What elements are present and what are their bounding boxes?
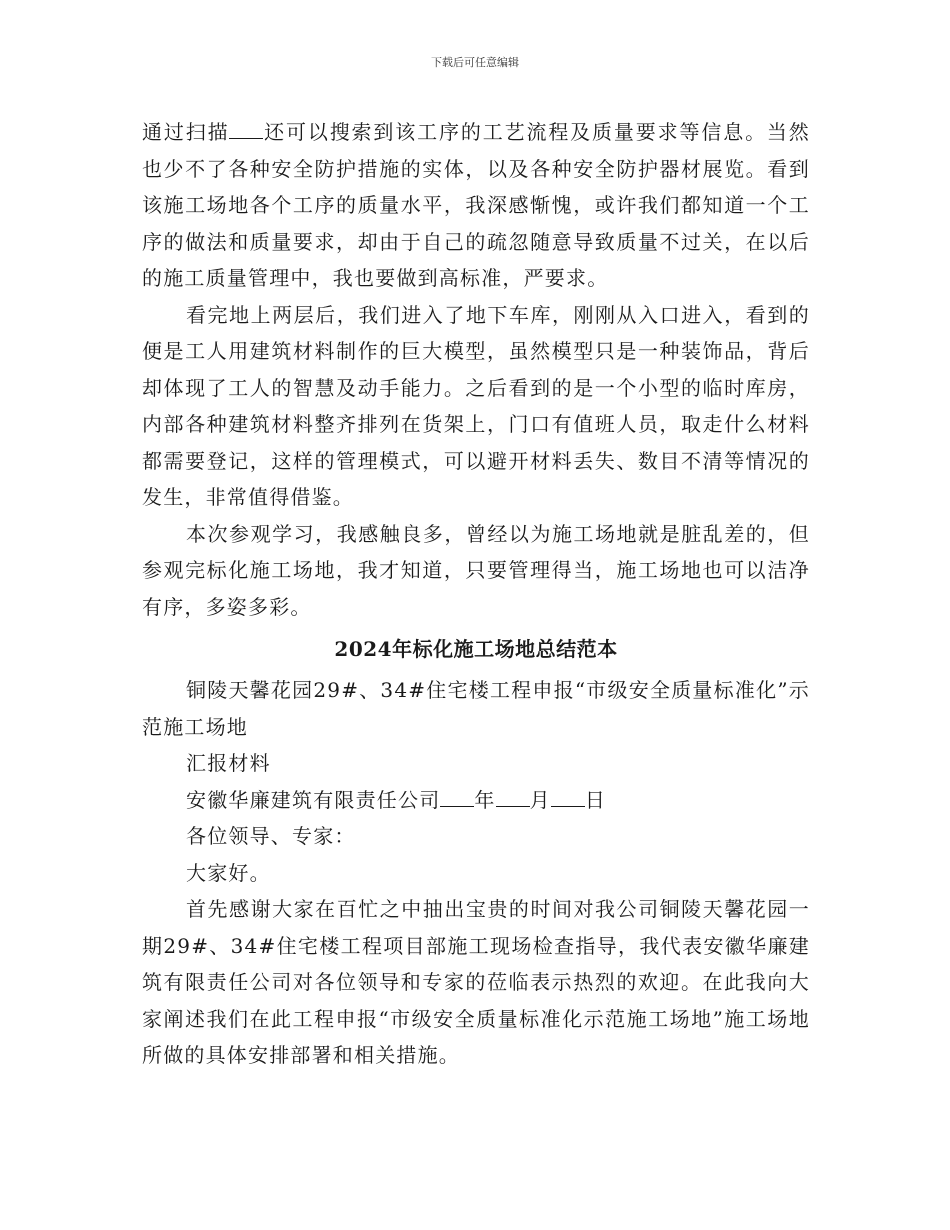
document-body [142,114,810,1074]
year-label: 年 [474,787,496,812]
company-name: 安徽华廉建筑有限责任公司 [186,787,441,812]
blank-day [551,788,585,807]
month-label: 月 [529,787,551,812]
paragraph-scan-text-a: 通过扫描 [142,120,230,144]
blank-year [440,788,474,807]
paragraph-conclusion: 本次参观学习，我感触良多，曾经以为施工场地就是脏乱差的，但参观完标化施工场地，我才知道，只要管理得当，施工场地也可以洁净有序，多姿多彩。 [142,521,810,619]
blank-underline [229,120,263,139]
paragraph-welcome: 首先感谢大家在百忙之中抽出宝贵的时间对我公司铜陵天馨花园一期29#、34#住宅楼工程项目部施工现场检查指导，我代表安徽华廉建筑有限责任公司对各位领导和专家的莅临表示热烈的欢迎。在此我向大家阐述我们在此工程申报“市级安全质量标准化示范施工场地”施工场地所做的具体安排部署和相关措施。 [142,897,810,1067]
page-header: 下载后可任意编辑 [431,56,519,69]
paragraph-hello: 大家好。 [186,860,271,885]
paragraph-report-label: 汇报材料 [186,751,271,775]
paragraph-scan-text-b: 还可以搜索到该工序的工艺流程及质量要求等信息。当然也少不了各种安全防护措施的实体，以及各种安全防护器材展览。看到该施工场地各个工序的质量水平，我深感惭愧，或许我们都知道一个工序的做法和质量要求，却由于自己的疏忽随意导致质量不过关，在以后的施工质量管理中，我也要做到高标准，严要求。 [142,120,810,290]
paragraph-greeting: 各位领导、专家： [186,824,356,848]
paragraph-scan-info [142,114,810,297]
blank-month [496,788,530,807]
paragraph-garage: 看完地上两层后，我们进入了地下车库，刚刚从入口进入，看到的便是工人用建筑材料制作的巨大模型，虽然模型只是一种装饰品，背后却体现了工人的智慧及动手能力。之后看到的是一个小型的临时库房，内部各种建筑材料整齐排列在货架上，门口有值班人员，取走什么材料都需要登记，这样的管理模式，可以避开材料丢失、数目不清等情况的发生，非常值得借鉴。 [142,302,810,509]
day-label: 日 [584,787,607,812]
paragraph-project-name: 铜陵天馨花园29#、34#住宅楼工程申报“市级安全质量标准化”示范施工场地 [142,678,810,739]
paragraph-company-date [142,782,810,819]
section-title: 2024年标化施工场地总结范本 [334,637,618,661]
